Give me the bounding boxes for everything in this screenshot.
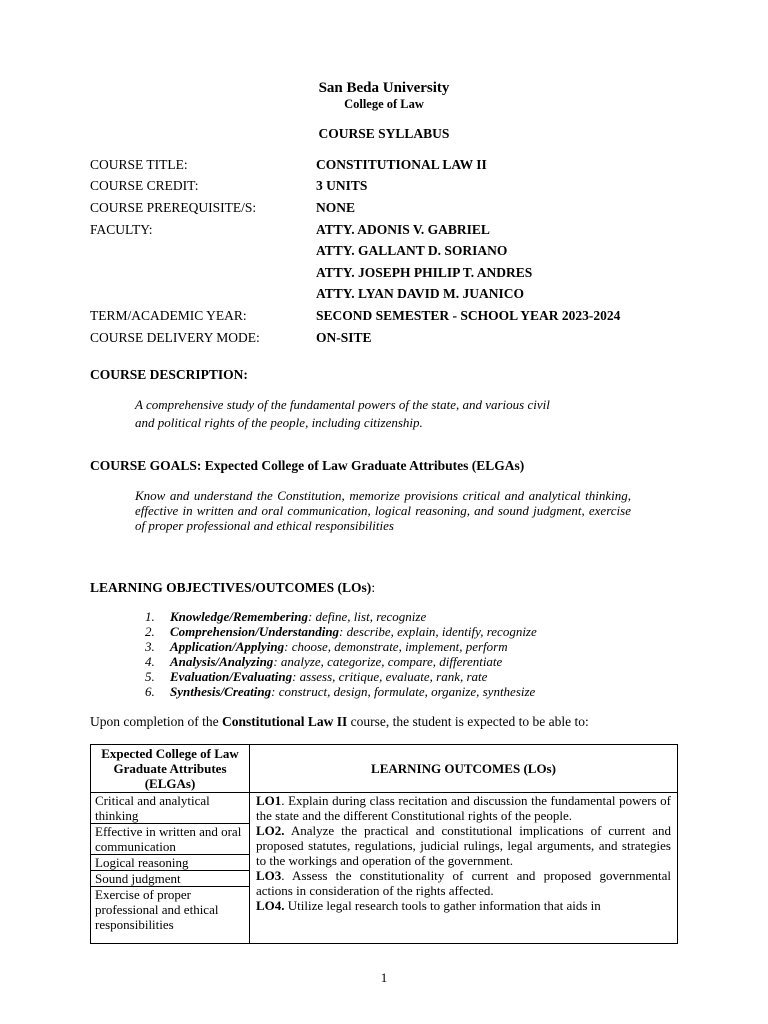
learning-objectives-list [145, 609, 665, 699]
document-title: COURSE SYLLABUS [318, 126, 450, 141]
university-name: San Beda University [318, 80, 450, 96]
table-row [91, 793, 678, 944]
description-line: and political rights of the people, including citizenship. [135, 415, 423, 430]
course-description-heading: COURSE DESCRIPTION: [90, 367, 248, 382]
heading-colon: : [371, 580, 376, 595]
course-description-text [135, 397, 631, 431]
delivery-mode-value: ON-SITE [316, 330, 372, 345]
list-item: 1. Knowledge/Remembering: define, list, recognize [145, 609, 427, 624]
term-label: TERM/ACADEMIC YEAR: [90, 308, 247, 323]
learning-outcome: LO3. Assess the constitutionality of current and proposed governmental actions in consideration of the rights affected. [256, 868, 671, 898]
list-item: 2. Comprehension/Understanding: describe, explain, identify, recognize [145, 624, 537, 639]
list-item: 4. Analysis/Analyzing: analyze, categorize, compare, differentiate [145, 654, 503, 669]
faculty-member: ATTY. GALLANT D. SORIANO [316, 243, 508, 258]
course-prereq-value: NONE [316, 200, 356, 215]
faculty-member: ATTY. JOSEPH PHILIP T. ANDRES [316, 265, 533, 280]
course-credit-label: COURSE CREDIT: [90, 178, 199, 193]
elga-item: Exercise of proper professional and ethical responsibilities [95, 887, 219, 932]
faculty-member: ATTY. LYAN DAVID M. JUANICO [316, 286, 525, 301]
elga-column-header: Expected College of Law Graduate Attributes (ELGAs) [91, 745, 250, 793]
faculty-member: ATTY. ADONIS V. GABRIEL [316, 222, 490, 237]
college-name: College of Law [344, 97, 424, 111]
list-item: 5. Evaluation/Evaluating: assess, critique, evaluate, rank, rate [145, 669, 488, 684]
table-header-row [91, 745, 678, 793]
elga-cell [91, 793, 250, 944]
learning-outcome: LO1. Explain during class recitation and discussion the fundamental powers of the state and the different Constitutional rights of the people. [256, 793, 671, 823]
learning-objectives-heading-text: LEARNING OBJECTIVES/OUTCOMES (LOs) [90, 580, 372, 595]
lo-cell [250, 793, 678, 944]
elga-item: Logical reasoning [91, 855, 249, 871]
course-goals-heading: COURSE GOALS: Expected College of Law Graduate Attributes (ELGAs) [90, 458, 525, 473]
learning-outcome: LO2. Analyze the practical and constitutional implications of current and proposed statutes, regulations, judicial rulings, legal arguments, and strategies to the workings and operation of the government. [256, 823, 671, 868]
learning-objectives-heading [90, 580, 375, 596]
page-number: 1 [380, 970, 388, 985]
lo-column-header: LEARNING OUTCOMES (LOs) [250, 745, 678, 793]
elga-item: Sound judgment [91, 871, 249, 887]
learning-outcome: LO4. Utilize legal research tools to gather information that aids in [256, 898, 601, 913]
completion-sentence: Upon completion of the Constitutional Law II course, the student is expected to be able to: [90, 714, 589, 729]
term-value: SECOND SEMESTER - SCHOOL YEAR 2023-2024 [316, 308, 621, 323]
elga-item: Effective in written and oral communication [91, 824, 249, 855]
delivery-mode-label: COURSE DELIVERY MODE: [90, 330, 260, 345]
course-credit-value: 3 UNITS [316, 178, 368, 193]
course-prereq-label: COURSE PREREQUISITE/S: [90, 200, 257, 215]
course-title-label: COURSE TITLE: [90, 157, 188, 172]
course-title-value: CONSTITUTIONAL LAW II [316, 157, 487, 172]
elga-outcomes-table [90, 744, 678, 944]
description-line: A comprehensive study of the fundamental powers of the state, and various civil [135, 397, 550, 412]
elga-item: Critical and analytical thinking [91, 793, 249, 824]
course-goals-text: Know and understand the Constitution, memorize provisions critical and analytical thinking, effective in written and oral communication, logical reasoning, and sound judgment, exercise of proper professional and ethical responsibilities [135, 488, 631, 533]
list-item: 6. Synthesis/Creating: construct, design, formulate, organize, synthesize [145, 684, 536, 699]
faculty-label: FACULTY: [90, 222, 153, 237]
list-item: 3. Application/Applying: choose, demonstrate, implement, perform [145, 639, 508, 654]
